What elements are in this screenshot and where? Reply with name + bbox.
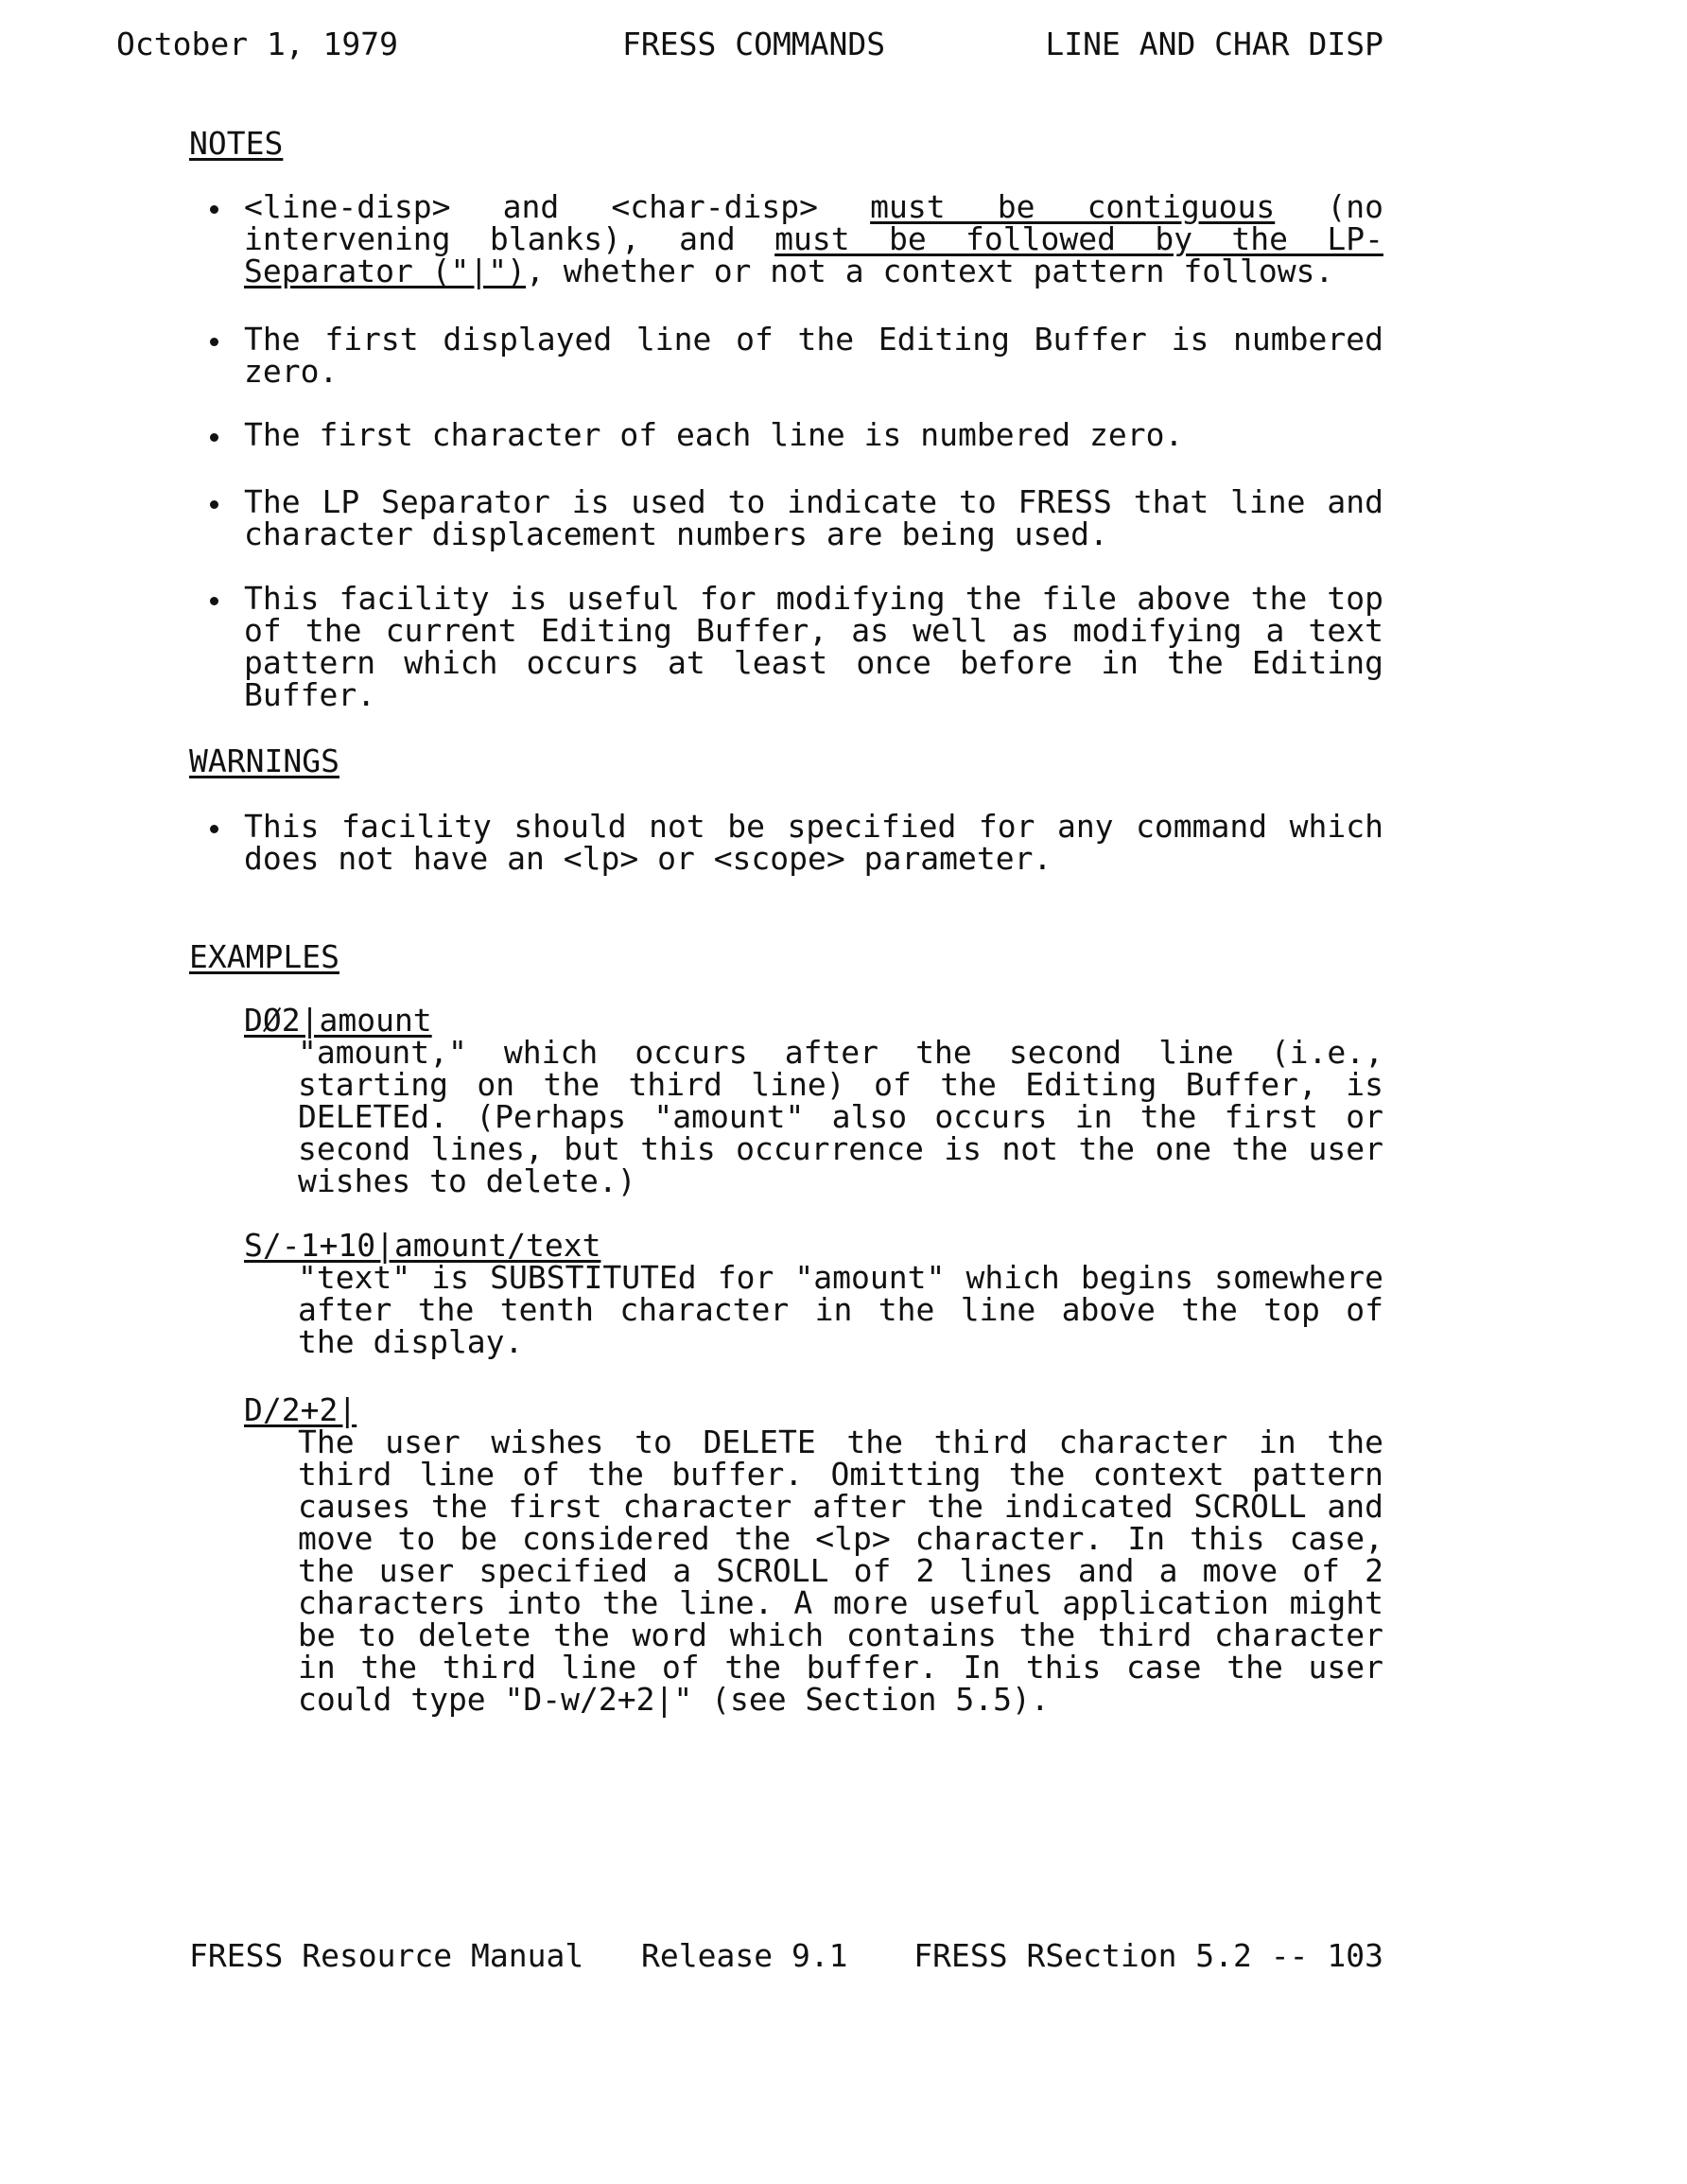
warnings-heading: WARNINGS: [189, 743, 339, 779]
footer-rsection: FRESS RSection 5.2 -- 103: [913, 1937, 1383, 1974]
notes-bullet-2-text: The first displayed line of the Editing Buffer is numbered zero.: [244, 321, 1383, 390]
example-2-description: "text" is SUBSTITUTEd for "amount" which begins somewhere after the tenth character in the line above the top of the display.: [298, 1259, 1383, 1360]
example-1-description: "amount," which occurs after the second line (i.e., starting on the third line) of the Editing Buffer, is DELETEd. (Perhaps "amount" also occurs in the first or second lines, but this occurrence is not the one the user wishes to delete.): [298, 1034, 1383, 1199]
notes-bullet-4-text: The LP Separator is used to indicate to FRESS that line and character displacement numbers are being used.: [244, 483, 1383, 552]
example-3-description: The user wishes to DELETE the third character in the third line of the buffer. Omitting the context pattern causes the first character after the indicated SCROLL and move to be considered the <lp> character. In this case, the user specified a SCROLL of 2 lines and a move of 2 characters into the line. A more useful application might be to delete the word which contains the third character in the third line of the buffer. In this case the user could type "D-w/2+2|" (see Section 5.5).: [298, 1424, 1383, 1718]
page-footer: [189, 1937, 1383, 1978]
example-2-command: S/-1+10|amount/text: [244, 1227, 601, 1264]
bullet-icon: [210, 597, 218, 605]
header-section: LINE AND CHAR DISP: [1045, 26, 1383, 62]
notes-heading: NOTES: [189, 125, 284, 162]
examples-heading: EXAMPLES: [189, 938, 339, 975]
footer-manual: FRESS Resource Manual: [189, 1937, 584, 1974]
example-3-command: D/2+2|: [244, 1391, 357, 1428]
footer-release: Release 9.1: [641, 1937, 848, 1974]
bullet-icon: [210, 825, 218, 833]
notes-bullet-1-part2: must be contiguous: [870, 188, 1276, 225]
header-title: FRESS COMMANDS: [622, 26, 886, 62]
bullet-icon: [210, 205, 218, 214]
warnings-bullet-1-text: This facility should not be specified for any command which does not have an <lp> or <scope> parameter.: [244, 808, 1383, 877]
notes-bullet-1-part5: , whether or not a context pattern follows.: [526, 253, 1334, 289]
notes-bullet-3-text: The first character of each line is numbered zero.: [244, 416, 1184, 453]
notes-bullet-1-part3: (no intervening blanks), and: [244, 188, 1383, 257]
notes-bullet-1-part4: must be followed by the LP-Separator ("|"): [244, 220, 1383, 289]
header-date: October 1, 1979: [116, 26, 399, 62]
notes-bullet-1-text: [244, 188, 1383, 289]
bullet-icon: [210, 338, 218, 346]
notes-bullet-5-text: This facility is useful for modifying the file above the top of the current Editing Buffer, as well as modifying a text pattern which occurs at least once before in the Editing Buffer.: [244, 580, 1383, 713]
example-1-command: DØ2|amount: [244, 1002, 432, 1039]
page-header: [116, 28, 1383, 66]
notes-bullet-1-part1: <line-disp> and <char-disp>: [244, 188, 871, 225]
bullet-icon: [210, 433, 218, 442]
bullet-icon: [210, 500, 218, 509]
